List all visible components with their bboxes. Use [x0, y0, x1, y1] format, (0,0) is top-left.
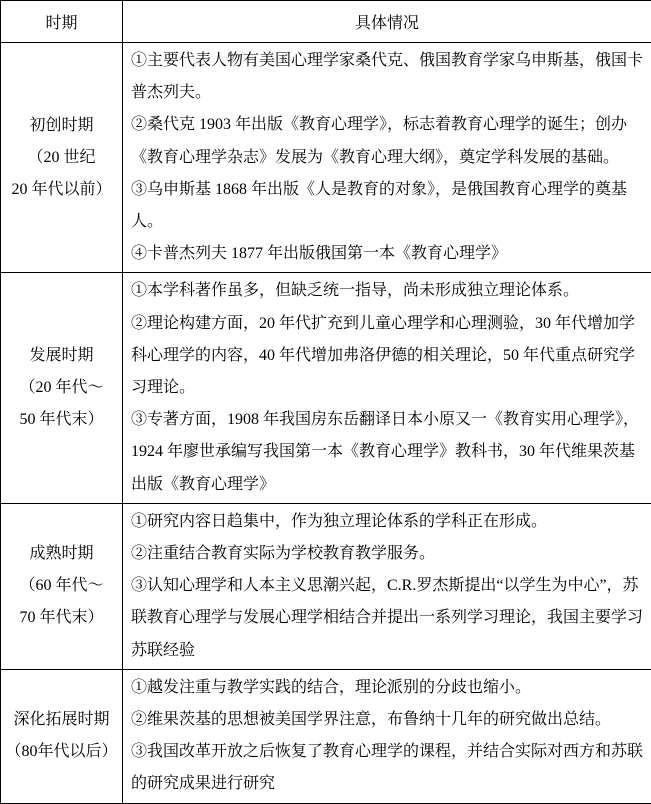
period-line: 发展时期 [3, 340, 120, 372]
details-cell [123, 669, 651, 803]
table-row [1, 273, 651, 503]
column-header-details: 具体情况 [123, 1, 651, 43]
detail-item: ①研究内容日趋集中，作为独立理论体系的学科正在形成。 [131, 506, 645, 538]
detail-item: ③认知心理学和人本主义思潮兴起，C.R.罗杰斯提出“以学生为中心”，苏联教育心理学与发展心理学相结合并提出一系列学习理论，我国主要学习苏联经验 [131, 570, 645, 667]
period-line: 初创时期 [3, 110, 120, 142]
table-row [1, 669, 651, 803]
detail-item: ③乌申斯基 1868 年出版《人是教育的对象》，是俄国教育心理学的奠基人。 [131, 174, 645, 238]
table-row [1, 503, 651, 669]
detail-item: ②理论构建方面，20 年代扩充到儿童心理学和心理测验，30 年代增加学科心理学的内容，40 年代增加弗洛伊德的相关理论，50 年代重点研究学习理论。 [131, 308, 645, 405]
period-line: （20 世纪 [3, 142, 120, 174]
table-header-row [1, 1, 651, 43]
details-cell [123, 503, 651, 669]
period-line: 深化拓展时期 [3, 704, 120, 736]
detail-item: ③我国改革开放之后恢复了教育心理学的课程，并结合实际对西方和苏联的研究成果进行研究 [131, 736, 645, 800]
detail-item: ②桑代克 1903 年出版《教育心理学》，标志着教育心理学的诞生；创办《教育心理学杂志》发展为《教育心理大纲》，奠定学科发展的基础。 [131, 109, 645, 173]
column-header-period: 时期 [1, 1, 123, 43]
period-cell [1, 503, 123, 669]
period-cell [1, 273, 123, 503]
period-cell [1, 669, 123, 803]
detail-item: ①本学科著作虽多，但缺乏统一指导，尚未形成独立理论体系。 [131, 275, 645, 307]
table-row [1, 43, 651, 273]
detail-item: ①主要代表人物有美国心理学家桑代克、俄国教育学家乌申斯基，俄国卡普杰列夫。 [131, 45, 645, 109]
period-line: 50 年代末） [3, 404, 120, 436]
period-line: 70 年代末） [3, 602, 120, 634]
details-cell [123, 273, 651, 503]
detail-item: ①越发注重与教学实践的结合，理论派别的分歧也缩小。 [131, 672, 645, 704]
detail-item: ②注重结合教育实际为学校教育教学服务。 [131, 538, 645, 570]
period-line: 20 年代以前） [3, 174, 120, 206]
period-line: 成熟时期 [3, 538, 120, 570]
period-line: （20 年代～ [3, 372, 120, 404]
detail-item: ③专著方面，1908 年我国房东岳翻译日本小原又一《教育实用心理学》，1924 年廖世承编写我国第一本《教育心理学》教科书，30 年代维果茨基出版《教育心理学》 [131, 404, 645, 501]
detail-item: ②维果茨基的思想被美国学界注意，布鲁纳十几年的研究做出总结。 [131, 704, 645, 736]
period-line: （80年代以后） [3, 736, 120, 768]
detail-item: ④卡普杰列夫 1877 年出版俄国第一本《教育心理学》 [131, 238, 645, 270]
period-line: （60 年代～ [3, 570, 120, 602]
details-cell [123, 43, 651, 273]
period-cell [1, 43, 123, 273]
